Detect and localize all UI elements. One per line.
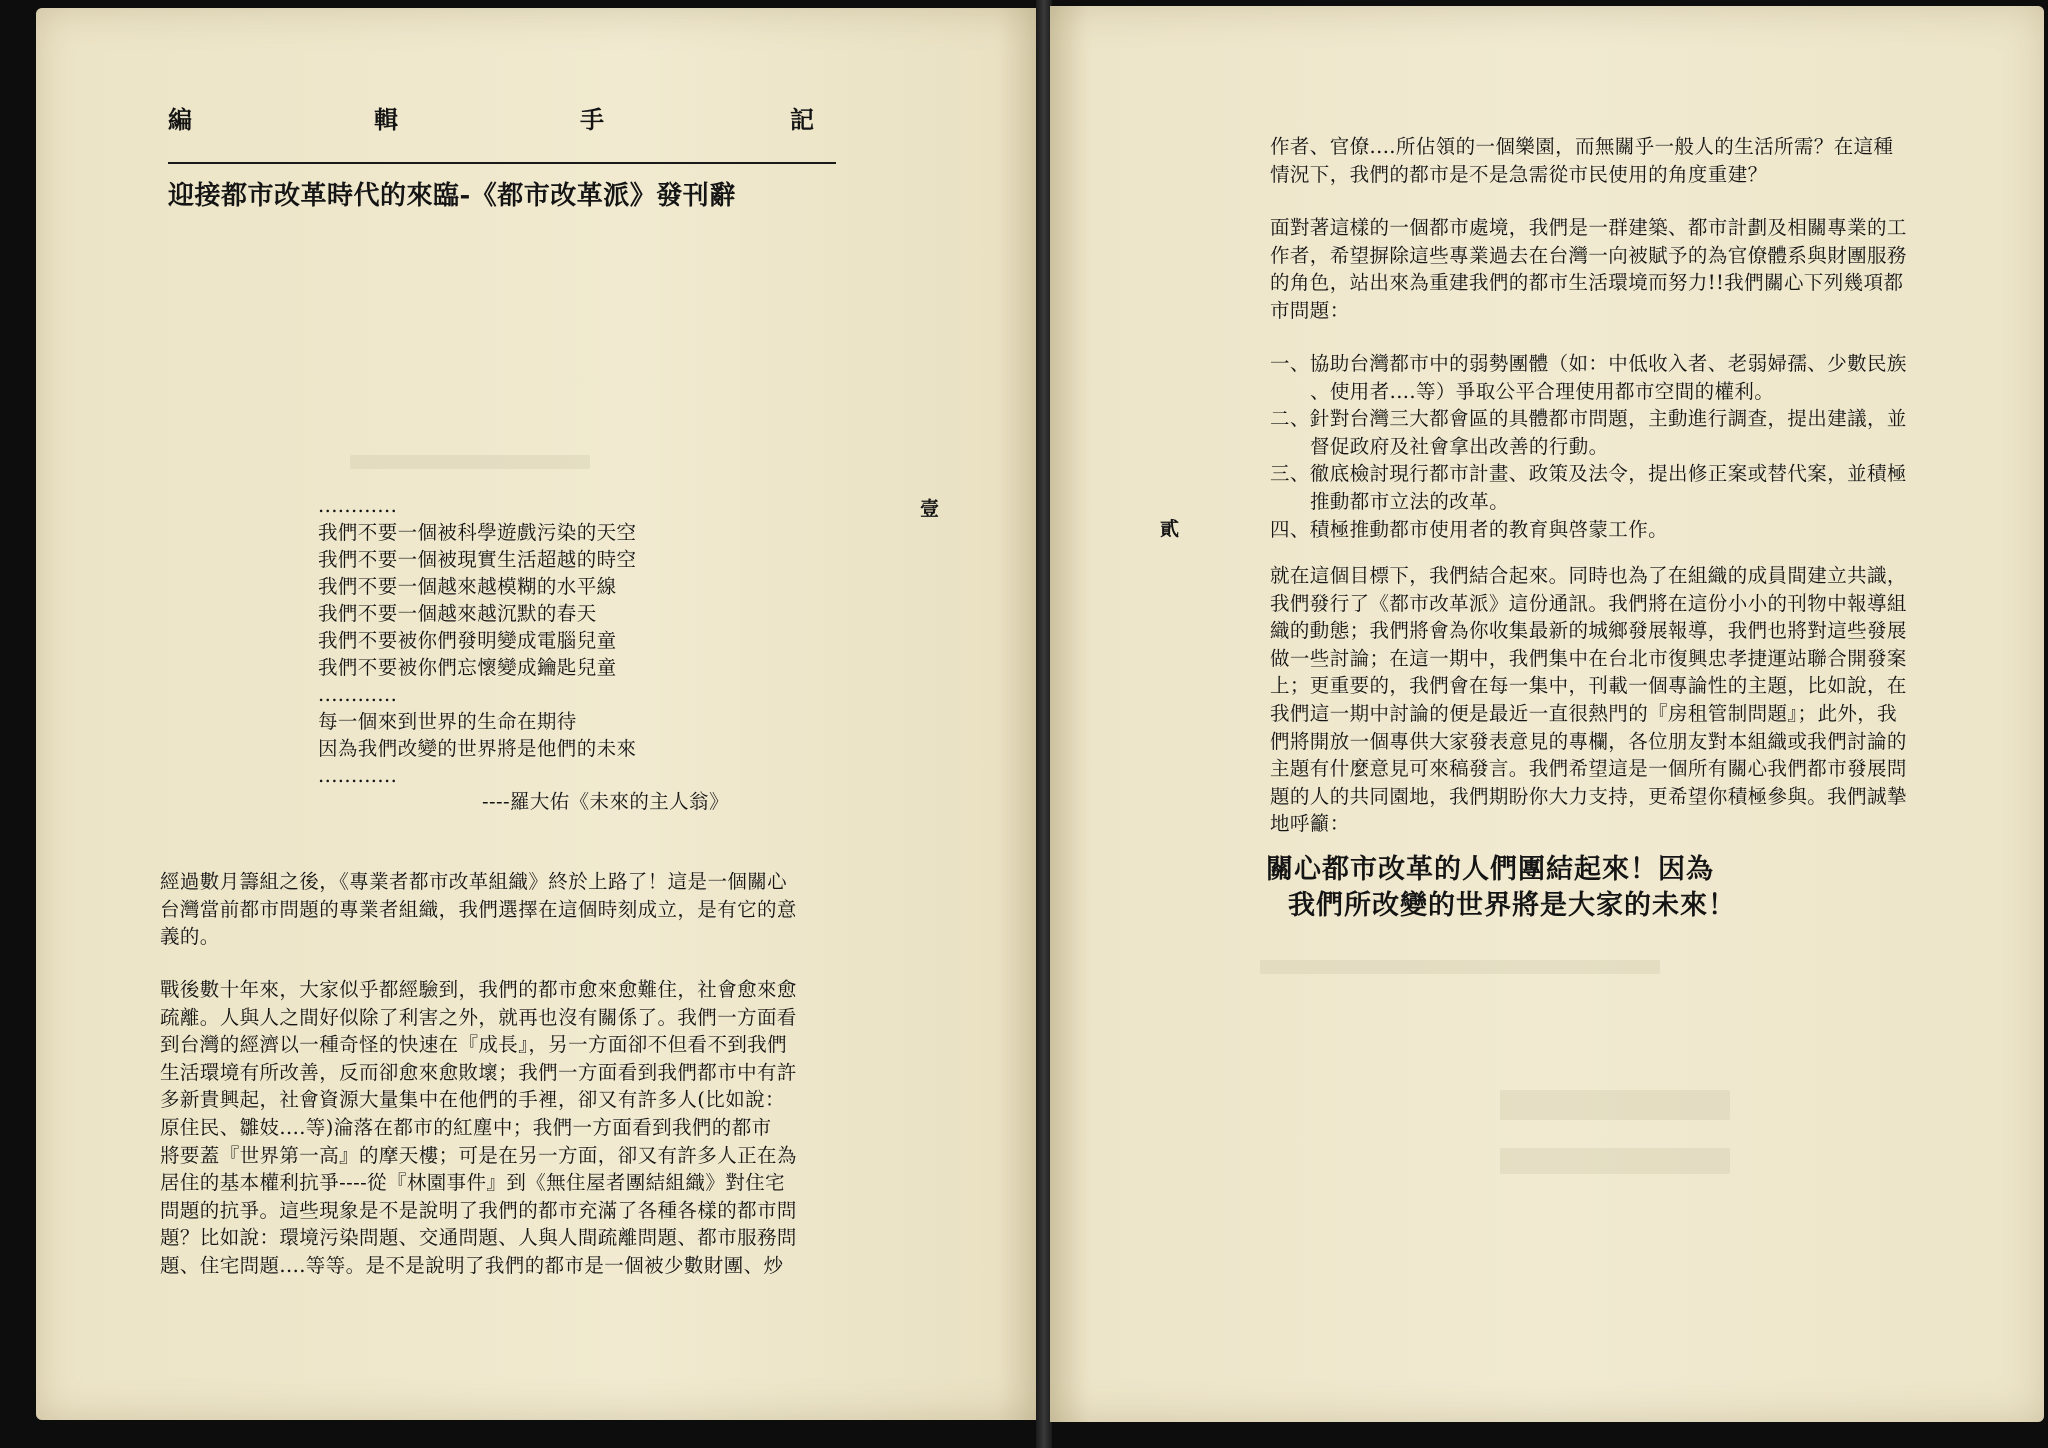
header-char-4: 記 bbox=[790, 105, 814, 134]
page-number-right: 貳 bbox=[1160, 518, 1180, 540]
header-char-2: 輯 bbox=[374, 105, 398, 134]
text-line: 情況下，我們的都市是不是急需從市民使用的角度重建？ bbox=[1270, 162, 1768, 186]
text-line: 作者、官僚....所佔領的一個樂園，而無關乎一般人的生活所需？在這種 bbox=[1270, 135, 1894, 158]
article-title: 迎接都市改革時代的來臨-《都市改革派》發刊辭 bbox=[168, 181, 736, 211]
poem-line: 我們不要被你們忘懷變成鑰匙兒童 bbox=[318, 656, 617, 679]
text-line: 們將開放一個專供大家發表意見的專欄，各位朋友對本組織或我們討論的 bbox=[1270, 729, 1907, 753]
text-line: 題的人的共同園地，我們期盼你大力支持，更希望你積極參與。我們誠摯 bbox=[1270, 784, 1907, 808]
text-line: 作者，希望摒除這些專業過去在台灣一向被賦予的為官僚體系與財團服務 bbox=[1270, 243, 1907, 267]
header-char-1: 編 bbox=[168, 105, 192, 134]
list-item-continuation: 督促政府及社會拿出改善的行動。 bbox=[1310, 434, 1609, 458]
text-line: 地呼籲： bbox=[1270, 812, 1350, 836]
poem-line: 我們不要被你們發明變成電腦兒童 bbox=[318, 629, 617, 652]
text-line: 到台灣的經濟以一種奇怪的快速在『成長』，另一方面卻不但看不到我們 bbox=[160, 1033, 788, 1057]
text-line: 將要蓋『世界第一高』的摩天樓；可是在另一方面，卻又有許多人正在為 bbox=[160, 1143, 797, 1167]
text-line: 義的。 bbox=[160, 925, 220, 949]
paragraph-intro bbox=[160, 868, 797, 951]
text-line: 就在這個目標下，我們結合起來。同時也為了在組織的成員間建立共識， bbox=[1270, 564, 1907, 587]
paragraph-mission bbox=[1270, 214, 1907, 324]
text-line: 做一些討論；在這一期中，我們集中在台北市復興忠孝捷運站聯合開發案 bbox=[1270, 646, 1907, 670]
show-through-mark bbox=[1500, 1090, 1730, 1120]
text-line: 台灣當前都市問題的專業者組織，我們選擇在這個時刻成立，是有它的意 bbox=[160, 897, 797, 921]
poem-line: 因為我們改變的世界將是他們的未來 bbox=[318, 737, 637, 760]
header-rule bbox=[168, 162, 836, 164]
text-line: 面對著這樣的一個都市處境，我們是一群建築、都市計劃及相關專業的工 bbox=[1270, 216, 1907, 239]
text-line: 戰後數十年來，大家似乎都經驗到，我們的都市愈來愈難住，社會愈來愈 bbox=[160, 978, 797, 1001]
poem-line: ............ bbox=[318, 764, 398, 787]
list-item: 一、協助台灣都市中的弱勢團體（如：中低收入者、老弱婦孺、少數民族 bbox=[1270, 352, 1907, 375]
text-line: 我們發行了《都市改革派》這份通訊。我們將在這份小小的刊物中報導組 bbox=[1270, 591, 1907, 615]
show-through-mark bbox=[350, 455, 590, 469]
list-item-continuation: 、使用者....等）爭取公平合理使用都市空間的權利。 bbox=[1310, 379, 1775, 403]
text-line: 上；更重要的，我們會在每一集中，刊載一個專論性的主題，比如說，在 bbox=[1270, 674, 1907, 698]
show-through-mark bbox=[1260, 960, 1660, 974]
paragraph-continued bbox=[1270, 133, 1893, 188]
text-line: 問題的抗爭。這些現象是不是說明了我們的都市充滿了各種各樣的都市問 bbox=[160, 1198, 797, 1222]
page-number-left: 壹 bbox=[920, 498, 940, 520]
show-through-mark bbox=[1500, 1148, 1730, 1174]
text-line: 居住的基本權利抗爭----從『林園事件』到《無住屋者團結組織》對住宅 bbox=[160, 1171, 785, 1195]
goals-list bbox=[1270, 350, 1907, 543]
text-line: 題、住宅問題....等等。是不是說明了我們的都市是一個被少數財團、炒 bbox=[160, 1253, 784, 1277]
text-line: 的角色，站出來為重建我們的都市生活環境而努力!!我們關心下列幾項都 bbox=[1270, 271, 1904, 295]
list-item: 二、針對台灣三大都會區的具體都市問題，主動進行調查，提出建議，並 bbox=[1270, 407, 1907, 431]
text-line: 多新貴興起，社會資源大量集中在他們的手裡，卻又有許多人(比如說： bbox=[160, 1088, 785, 1112]
paragraph-context bbox=[160, 976, 797, 1280]
text-line: 題？比如說：環境污染問題、交通問題、人與人間疏離問題、都市服務問 bbox=[160, 1226, 797, 1250]
text-line: 主題有什麼意見可來稿發言。我們希望這是一個所有關心我們都市發展問 bbox=[1270, 757, 1907, 781]
poem-line: ............ bbox=[318, 494, 398, 517]
header-char-3: 手 bbox=[580, 105, 604, 134]
text-line: 市問題： bbox=[1270, 298, 1350, 322]
poem-line: 我們不要一個被科學遊戲污染的天空 bbox=[318, 521, 637, 544]
poem-line: ............ bbox=[318, 683, 398, 706]
text-line: 生活環境有所改善，反而卻愈來愈敗壞；我們一方面看到我們都市中有許 bbox=[160, 1060, 797, 1084]
poem-attribution: ----羅大佑《未來的主人翁》 bbox=[482, 790, 729, 813]
slogan-line: 關心都市改革的人們團結起來！因為 bbox=[1266, 854, 1714, 885]
poem-line: 我們不要一個越來越沉默的春天 bbox=[318, 602, 597, 625]
text-line: 疏離。人與人之間好似除了利害之外，就再也沒有關係了。我們一方面看 bbox=[160, 1005, 797, 1029]
poem-quote bbox=[318, 492, 636, 789]
poem-line: 每一個來到世界的生命在期待 bbox=[318, 710, 577, 733]
closing-slogan bbox=[1266, 852, 1736, 924]
text-line: 原住民、雛妓....等)淪落在都市的紅塵中；我們一方面看到我們的都市 bbox=[160, 1115, 772, 1139]
list-item-continuation: 推動都市立法的改革。 bbox=[1310, 489, 1510, 513]
poem-line: 我們不要一個被現實生活超越的時空 bbox=[318, 548, 637, 571]
text-line: 織的動態；我們將會為你收集最新的城鄉發展報導，我們也將對這些發展 bbox=[1270, 619, 1907, 643]
poem-line: 我們不要一個越來越模糊的水平線 bbox=[318, 575, 617, 598]
list-item: 四、積極推動都市使用者的教育與啓蒙工作。 bbox=[1270, 517, 1669, 541]
slogan-line: 我們所改變的世界將是大家的未來！ bbox=[1288, 890, 1736, 921]
text-line: 經過數月籌組之後，《專業者都市改革組織》終於上路了！這是一個關心 bbox=[160, 870, 788, 893]
list-item: 三、徹底檢討現行都市計畫、政策及法令，提出修正案或替代案，並積極 bbox=[1270, 462, 1907, 486]
paragraph-newsletter bbox=[1270, 562, 1907, 838]
text-line: 我們這一期中討論的便是最近一直很熱門的『房租管制問題』；此外，我 bbox=[1270, 701, 1898, 725]
